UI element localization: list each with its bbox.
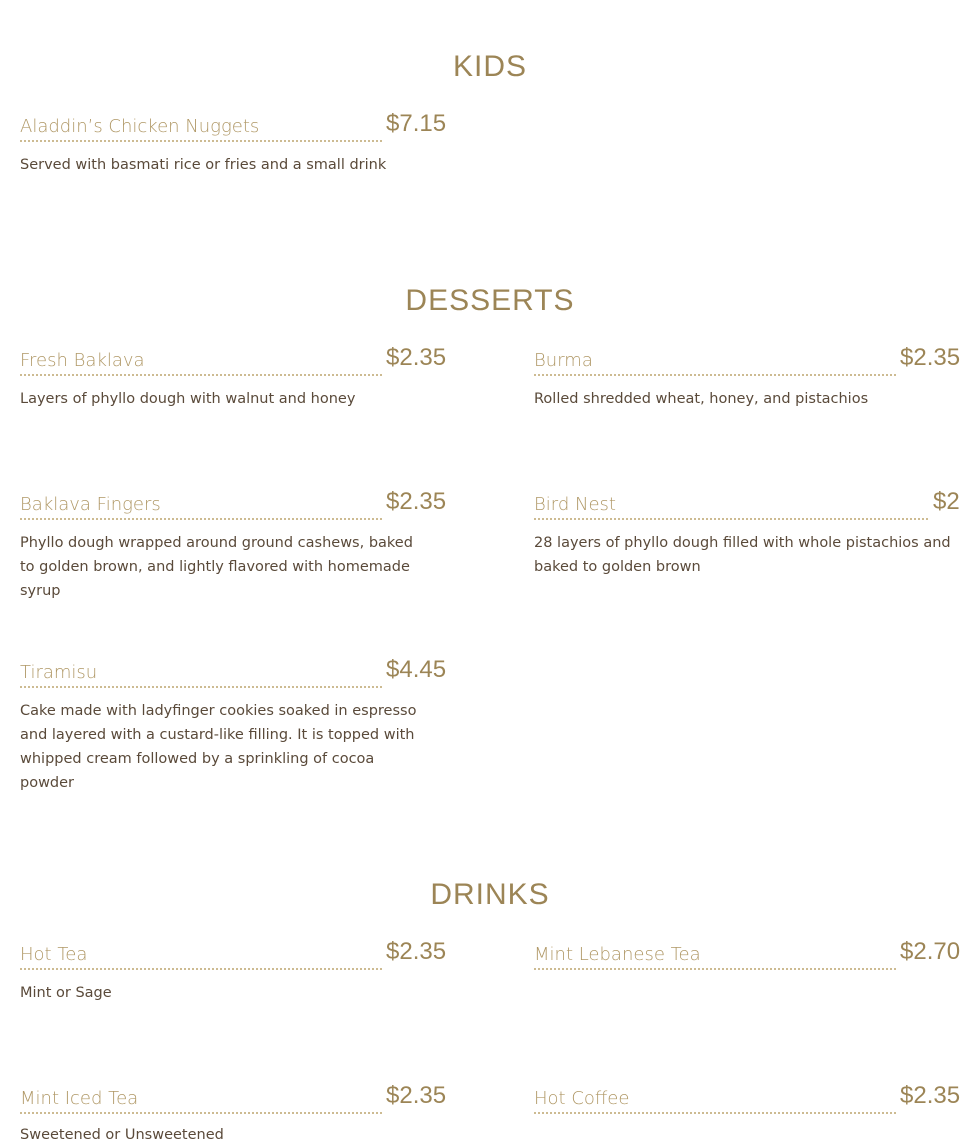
section-title-drinks: DRINKS — [430, 878, 550, 911]
item-price: $2.35 — [386, 938, 447, 965]
item-name: Tiramisu — [20, 662, 101, 684]
item-description: Layers of phyllo dough with walnut and honey — [20, 391, 356, 407]
item-name: Hot Tea — [20, 944, 91, 966]
item-description: Rolled shredded wheat, honey, and pistachios — [534, 391, 869, 407]
item-name: Bird Nest — [534, 494, 620, 516]
item-name: Mint Iced Tea — [20, 1088, 142, 1110]
item-price: $2.35 — [386, 344, 447, 371]
item-description: Phyllo dough wrapped around ground cashews, baked to golden brown, and lightly flavored with homemade syrup — [20, 535, 413, 599]
item-price: $2.35 — [900, 344, 961, 371]
item-description: Sweetened or Unsweetened — [20, 1127, 224, 1143]
item-description: Mint or Sage — [20, 985, 112, 1001]
item-description: Cake made with ladyfinger cookies soaked in espresso and layered with a custard-like filling. It is topped with whipped cream followed by a sprinkling of cocoa powder — [20, 703, 417, 791]
item-price: $2.35 — [900, 1082, 961, 1109]
section-title-kids: KIDS — [452, 50, 528, 83]
item-price: $2.70 — [900, 938, 961, 965]
item-price: $7.15 — [386, 110, 447, 137]
item-price: $2 — [933, 488, 960, 515]
item-description: Served with basmati rice or fries and a small drink — [20, 157, 387, 173]
item-name: Burma — [534, 350, 597, 372]
item-price: $2.35 — [386, 488, 447, 515]
section-title-desserts: DESSERTS — [405, 284, 575, 317]
item-price: $4.45 — [386, 656, 447, 683]
item-name: Mint Lebanese Tea — [534, 944, 705, 966]
item-name: Aladdin’s Chicken Nuggets — [20, 116, 263, 138]
item-description: 28 layers of phyllo dough filled with whole pistachios and baked to golden brown — [534, 535, 951, 575]
item-price: $2.35 — [386, 1082, 447, 1109]
item-name: Hot Coffee — [534, 1088, 633, 1110]
item-name: Fresh Baklava — [20, 350, 149, 372]
item-name: Baklava Fingers — [20, 494, 165, 516]
